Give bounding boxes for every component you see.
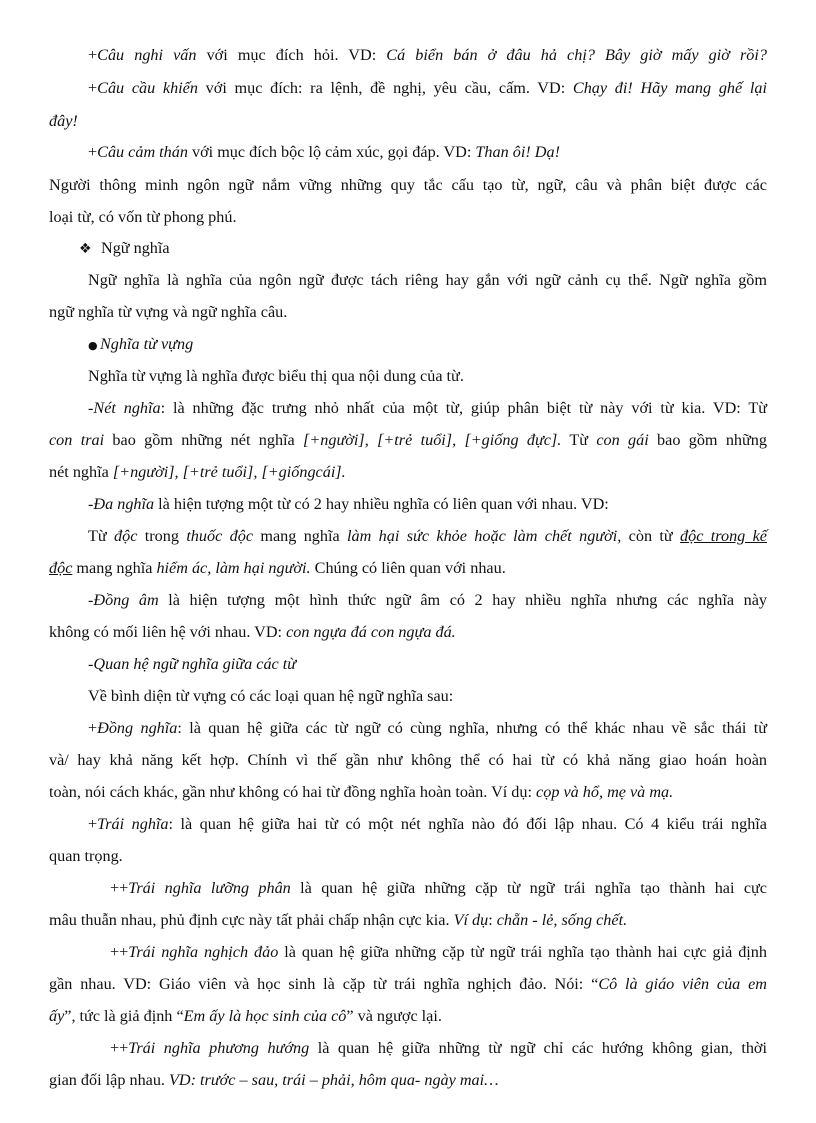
text-line: +Đồng nghĩa: là quan hệ giữa các từ ngữ có cùng nghĩa, nhưng có thể khác nhau về sắc thái từ: [88, 719, 768, 737]
text-line: -Đa nghĩa là hiện tượng một từ có 2 hay nhiều nghĩa có liên quan với nhau. VD:: [88, 495, 609, 513]
text-line: ++Trái nghĩa nghịch đảo là quan hệ giữa những cặp từ ngữ trái nghĩa tạo thành hai cực giả định: [110, 943, 767, 961]
text-line: -Nét nghĩa: là những đặc trưng nhỏ nhất của một từ, giúp phân biệt từ này với từ kia. VD: Từ: [88, 399, 767, 417]
text-line: gian đối lập nhau. VD: trước – sau, trái – phải, hôm qua- ngày mai…: [49, 1071, 499, 1089]
text-line: con trai bao gồm những nét nghĩa [+người], [+trẻ tuổi], [+giống đực]. Từ con gái bao gồm những: [49, 431, 767, 449]
text-line: quan trọng.: [49, 847, 123, 865]
text-line: -Đồng âm là hiện tượng một hình thức ngữ âm có 2 hay nhiều nghĩa nhưng các nghĩa này: [88, 591, 767, 609]
text-line: Về bình diện từ vựng có các loại quan hệ ngữ nghĩa sau:: [88, 687, 454, 705]
text-line: Người thông minh ngôn ngữ nắm vững những quy tắc cấu tạo từ, ngữ, câu và phân biệt được các: [49, 176, 767, 194]
text-line: Ngữ nghĩa là nghĩa của ngôn ngữ được tách riêng hay gắn với ngữ cảnh cụ thể. Ngữ nghĩa gồm: [88, 271, 767, 289]
text-line: gần nhau. VD: Giáo viên và học sinh là cặp từ trái nghĩa nghịch đảo. Nói: “Cô là giáo viên của em: [49, 975, 767, 993]
text-line: đây!: [49, 112, 78, 130]
text-line: loại từ, có vốn từ phong phú.: [49, 208, 237, 226]
diamond-bullet-icon: ❖: [79, 241, 92, 257]
text-line: +Trái nghĩa: là quan hệ giữa hai từ có một nét nghĩa nào đó đối lập nhau. Có 4 kiểu trái nghĩa: [88, 815, 767, 833]
text-line: ++Trái nghĩa phương hướng là quan hệ giữa những từ ngữ chỉ các hướng không gian, thời: [110, 1039, 767, 1057]
text-line: ngữ nghĩa từ vựng và ngữ nghĩa câu.: [49, 303, 288, 321]
section-heading: ❖ Ngữ nghĩa: [79, 237, 767, 259]
text-line: +Câu cảm thán với mục đích bộc lộ cảm xúc, gọi đáp. VD: Than ôi! Dạ!: [88, 143, 560, 161]
text-line: ++Trái nghĩa lưỡng phân là quan hệ giữa những cặp từ ngữ trái nghĩa tạo thành hai cực: [110, 879, 767, 897]
sub-heading: -Quan hệ ngữ nghĩa giữa các từ: [88, 655, 297, 673]
text-line: mâu thuẫn nhau, phủ định cực này tất phải chấp nhận cực kia. Ví dụ: chẵn - lẻ, sống chết.: [49, 911, 628, 929]
text-line: toàn, nói cách khác, gần như không có hai từ đồng nghĩa hoàn toàn. Ví dụ: cọp và hổ, mẹ và mạ.: [49, 783, 674, 801]
text-line: ấy”, tức là giả định “Em ấy là học sinh của cô” và ngược lại.: [49, 1007, 442, 1025]
text-line: và/ hay khả năng kết hợp. Chính vì thế gần như không thể có hai từ có khả năng giao hoán hoàn: [49, 751, 767, 769]
round-bullet-icon: ●: [88, 339, 98, 352]
sub-heading: ● Nghĩa từ vựng: [88, 333, 767, 355]
text-line: không có mối liên hệ với nhau. VD: con ngựa đá con ngựa đá.: [49, 623, 456, 641]
text-line: +Câu nghi vấn với mục đích hỏi. VD: Cá biển bán ở đâu hả chị? Bây giờ mấy giờ rồi?: [88, 46, 767, 64]
text-line: +Câu cầu khiến với mục đích: ra lệnh, đề nghị, yêu cầu, cấm. VD: Chạy đi! Hãy mang ghế lại: [88, 79, 767, 97]
text-line: độc mang nghĩa hiểm ác, làm hại người. Chúng có liên quan với nhau.: [49, 559, 506, 577]
text-line: Nghĩa từ vựng là nghĩa được biểu thị qua nội dung của từ.: [88, 367, 464, 385]
text-line: nét nghĩa [+người], [+trẻ tuổi], [+giốngcái].: [49, 463, 346, 481]
text-line: Từ độc trong thuốc độc mang nghĩa làm hại sức khỏe hoặc làm chết người, còn từ độc trong kế: [88, 527, 767, 545]
